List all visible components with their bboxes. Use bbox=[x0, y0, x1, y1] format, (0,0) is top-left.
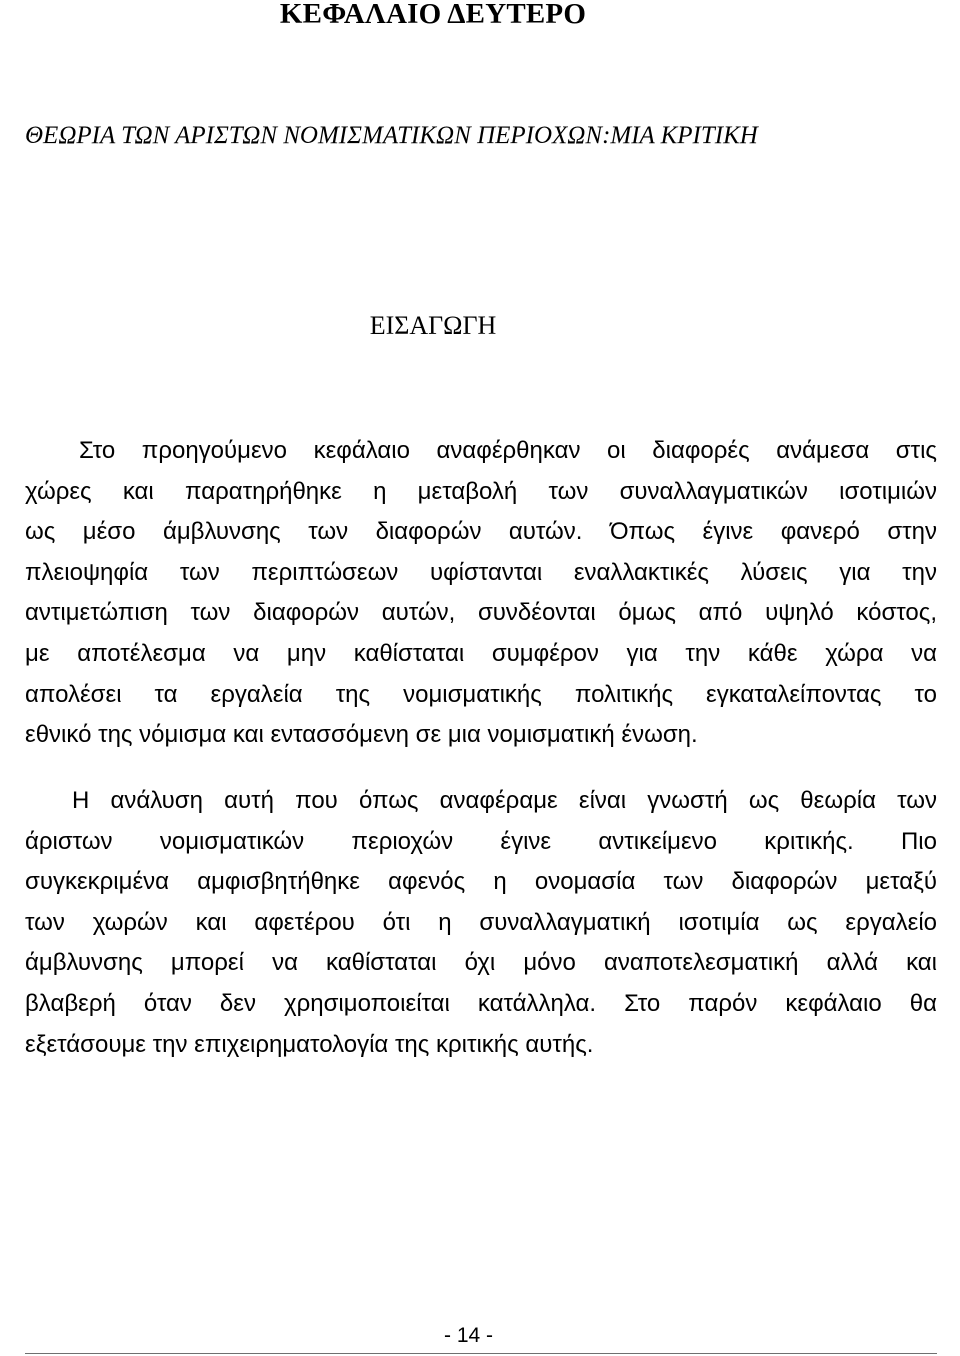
text-line: αντιμετώπιση των διαφορών αυτών, συνδέονται όμως από υψηλό κόστος, bbox=[25, 599, 937, 627]
text-line: με αποτέλεσμα να μην καθίσταται συμφέρον για την κάθε χώρα να bbox=[25, 639, 937, 667]
text-line: απολέσει τα εργαλεία της νομισματικής πολιτικής εγκαταλείποντας το bbox=[25, 680, 937, 708]
text-line: άμβλυνσης μπορεί να καθίσταται όχι μόνο αναποτελεσματική αλλά και bbox=[25, 949, 937, 977]
footer-divider bbox=[25, 1353, 937, 1354]
text-line: εθνικό της νόμισμα και εντασσόμενη σε μια νομισματική ένωση. bbox=[25, 721, 698, 749]
text-line: Στο προηγούμενο κεφάλαιο αναφέρθηκαν οι διαφορές ανάμεσα στις bbox=[79, 437, 937, 464]
text-line: βλαβερή όταν δεν χρησιμοποιείται κατάλληλα. Στο παρόν κεφάλαιο θα bbox=[25, 989, 937, 1017]
text-line: πλειοψηφία των περιπτώσεων υφίστανται εναλλακτικές λύσεις για την bbox=[25, 558, 937, 586]
text-line: άριστων νομισματικών περιοχών έγινε αντικείμενο κριτικής. Πιο bbox=[25, 827, 937, 855]
text-line: συγκεκριμένα αμφισβητήθηκε αφενός η ονομασία των διαφορών μεταξύ bbox=[25, 868, 937, 896]
section-title: ΕΙΣΑΓΩΓΗ bbox=[369, 311, 497, 340]
text-line: ως μέσο άμβλυνσης των διαφορών αυτών. Όπως έγινε φανερό στην bbox=[25, 518, 937, 546]
text-line: Η ανάλυση αυτή που όπως αναφέραμε είναι γνωστή ως θεωρία των bbox=[72, 787, 937, 814]
body-paragraph bbox=[25, 781, 937, 1065]
page-number: - 14 - bbox=[444, 1324, 494, 1347]
text-line: χώρες και παρατηρήθηκε η μεταβολή των συναλλαγματικών ισοτιμιών bbox=[25, 477, 937, 505]
body-paragraph bbox=[25, 431, 937, 756]
text-line: των χωρών και αφετέρου ότι η συναλλαγματική ισοτιμία ως εργαλείο bbox=[25, 908, 937, 936]
text-line: εξετάσουμε την επιχειρηματολογία της κριτικής αυτής. bbox=[25, 1030, 594, 1058]
chapter-subtitle: ΘΕΩΡΙΑ ΤΩΝ ΑΡΙΣΤΩΝ ΝΟΜΙΣΜΑΤΙΚΩΝ ΠΕΡΙΟΧΩΝ:ΜΙΑ ΚΡΙΤΙΚΗ bbox=[25, 122, 758, 149]
chapter-title: ΚΕΦΑΛΑΙΟ ΔΕΥΤΕΡΟ bbox=[279, 0, 587, 30]
